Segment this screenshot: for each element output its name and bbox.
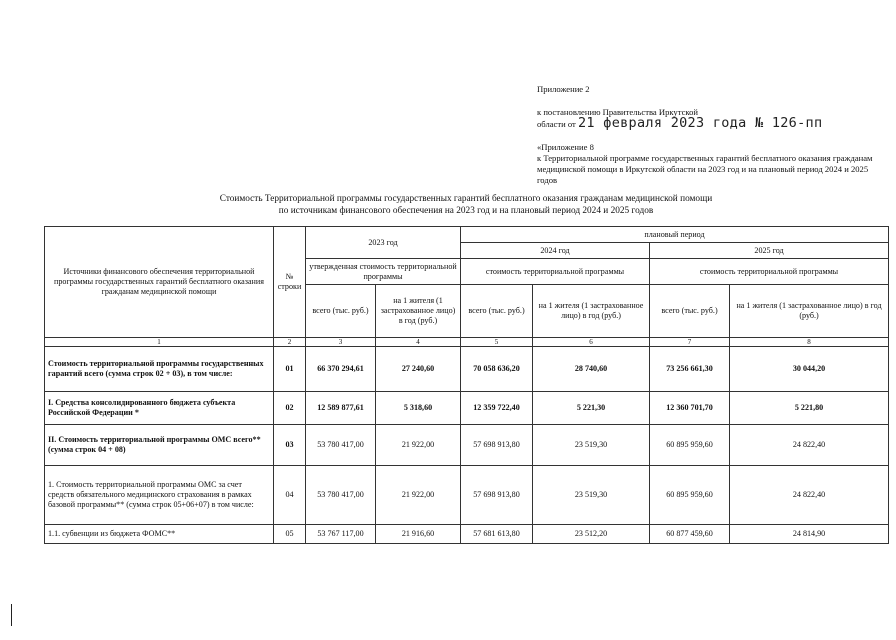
- cell-total-2023: 66 370 294,61: [306, 347, 376, 392]
- header-total-2024: всего (тыс. руб.): [461, 285, 533, 338]
- row-number: 01: [274, 347, 306, 392]
- cell-per-capita-2025: 24 822,40: [730, 425, 889, 466]
- header-total-2023: всего (тыс. руб.): [306, 285, 376, 338]
- column-number: 2: [274, 338, 306, 347]
- column-number: 4: [376, 338, 461, 347]
- cell-per-capita-2025: 5 221,80: [730, 392, 889, 425]
- cell-per-capita-2023: 21 922,00: [376, 425, 461, 466]
- header-year-2025: 2025 год: [650, 243, 889, 259]
- cell-per-capita-2025: 30 044,20: [730, 347, 889, 392]
- cell-per-capita-2024: 23 512,20: [533, 525, 650, 544]
- column-number: 5: [461, 338, 533, 347]
- column-number: 7: [650, 338, 730, 347]
- appendix-8-description: к Территориальной программе государственных гарантий бесплатного оказания гражданам медицинской помощи в Иркутской области на 2023 год и на плановый период 2024 и 2025 годов: [537, 153, 873, 185]
- row-label: II. Стоимость территориальной программы ОМС всего** (сумма строк 04 + 08): [45, 425, 274, 466]
- header-planned-period: плановый период: [461, 227, 889, 243]
- column-number: 8: [730, 338, 889, 347]
- cell-total-2024: 57 681 613,80: [461, 525, 533, 544]
- cell-per-capita-2025: 24 814,90: [730, 525, 889, 544]
- row-number: 05: [274, 525, 306, 544]
- header-total-2025: всего (тыс. руб.): [650, 285, 730, 338]
- table-row: [45, 347, 889, 392]
- table-row: [45, 425, 889, 466]
- cell-per-capita-2024: 5 221,30: [533, 392, 650, 425]
- column-number: 6: [533, 338, 650, 347]
- cell-per-capita-2024: 23 519,30: [533, 425, 650, 466]
- cell-total-2025: 60 895 959,60: [650, 425, 730, 466]
- cell-total-2025: 12 360 701,70: [650, 392, 730, 425]
- cost-table: [44, 226, 889, 544]
- appendix-date-line: [537, 115, 882, 131]
- cell-total-2025: 60 877 459,60: [650, 525, 730, 544]
- header-per-capita-2023: на 1 жителя (1 застрахованное лицо) в год (руб.): [376, 285, 461, 338]
- header-per-capita-2025: на 1 жителя (1 застрахованное лицо) в год (руб.): [730, 285, 889, 338]
- header-per-capita-2024: на 1 жителя (1 застрахованное лицо) в год (руб.): [533, 285, 650, 338]
- row-label: 1.1. субвенции из бюджета ФОМС**: [45, 525, 274, 544]
- document-title-line2: по источникам финансового обеспечения на 2023 год и на плановый период 2024 и 2025 годов: [278, 205, 654, 216]
- row-number: 02: [274, 392, 306, 425]
- cell-total-2024: 70 058 636,20: [461, 347, 533, 392]
- row-number: 03: [274, 425, 306, 466]
- cell-total-2025: 60 895 959,60: [650, 466, 730, 525]
- cell-total-2023: 12 589 877,61: [306, 392, 376, 425]
- header-year-2023: 2023 год: [306, 227, 461, 259]
- cell-total-2023: 53 780 417,00: [306, 466, 376, 525]
- appendix-date-prefix: области от: [537, 119, 576, 129]
- column-number: 3: [306, 338, 376, 347]
- cell-per-capita-2023: 21 916,60: [376, 525, 461, 544]
- cell-per-capita-2025: 24 822,40: [730, 466, 889, 525]
- cell-per-capita-2023: 27 240,60: [376, 347, 461, 392]
- table-row: [45, 466, 889, 525]
- appendix-8-title: «Приложение 8: [537, 142, 594, 152]
- cell-total-2023: 53 780 417,00: [306, 425, 376, 466]
- header-source: Источники финансового обеспечения территориальной программы государственных гарантий бесплатного оказания гражданам медицинской помощи: [45, 227, 274, 338]
- row-label: I. Средства консолидированного бюджета субъекта Российской Федерации *: [45, 392, 274, 425]
- column-number: 1: [45, 338, 274, 347]
- table-row: [45, 525, 889, 544]
- document-title: [40, 194, 892, 217]
- row-label: 1. Стоимость территориальной программы ОМС за счет средств обязательного медицинского страхования в рамках базовой программы** (сумма строк 05+06+07) в том числе:: [45, 466, 274, 525]
- header-approved-cost: утвержденная стоимость территориальной программы: [306, 259, 461, 285]
- cell-total-2023: 53 767 117,00: [306, 525, 376, 544]
- cell-per-capita-2023: 5 318,60: [376, 392, 461, 425]
- cell-total-2024: 57 698 913,80: [461, 425, 533, 466]
- header-row-number: № строки: [274, 227, 306, 338]
- row-number: 04: [274, 466, 306, 525]
- handwritten-date: 21 февраля 2023 года № 126-пп: [577, 115, 823, 131]
- cell-total-2024: 57 698 913,80: [461, 466, 533, 525]
- column-numbers-row: [45, 338, 889, 347]
- appendix-title: Приложение 2: [537, 84, 590, 94]
- header-cost-2025: стоимость территориальной программы: [650, 259, 889, 285]
- header-cost-2024: стоимость территориальной программы: [461, 259, 650, 285]
- cell-per-capita-2024: 28 740,60: [533, 347, 650, 392]
- header-year-2024: 2024 год: [461, 243, 650, 259]
- appendix-decree-line: к постановлению Правительства Иркутской: [537, 107, 699, 117]
- cell-per-capita-2024: 23 519,30: [533, 466, 650, 525]
- document-title-line1: Стоимость Территориальной программы государственных гарантий бесплатного оказания гражданам медицинской помощи: [219, 194, 713, 204]
- scan-margin-mark: [11, 604, 12, 626]
- table-row: [45, 392, 889, 425]
- row-label: Стоимость территориальной программы государственных гарантий всего (сумма строк 02 + 03), в том числе:: [45, 347, 274, 392]
- appendix-block: [537, 84, 882, 186]
- cell-total-2025: 73 256 661,30: [650, 347, 730, 392]
- cell-total-2024: 12 359 722,40: [461, 392, 533, 425]
- cell-per-capita-2023: 21 922,00: [376, 466, 461, 525]
